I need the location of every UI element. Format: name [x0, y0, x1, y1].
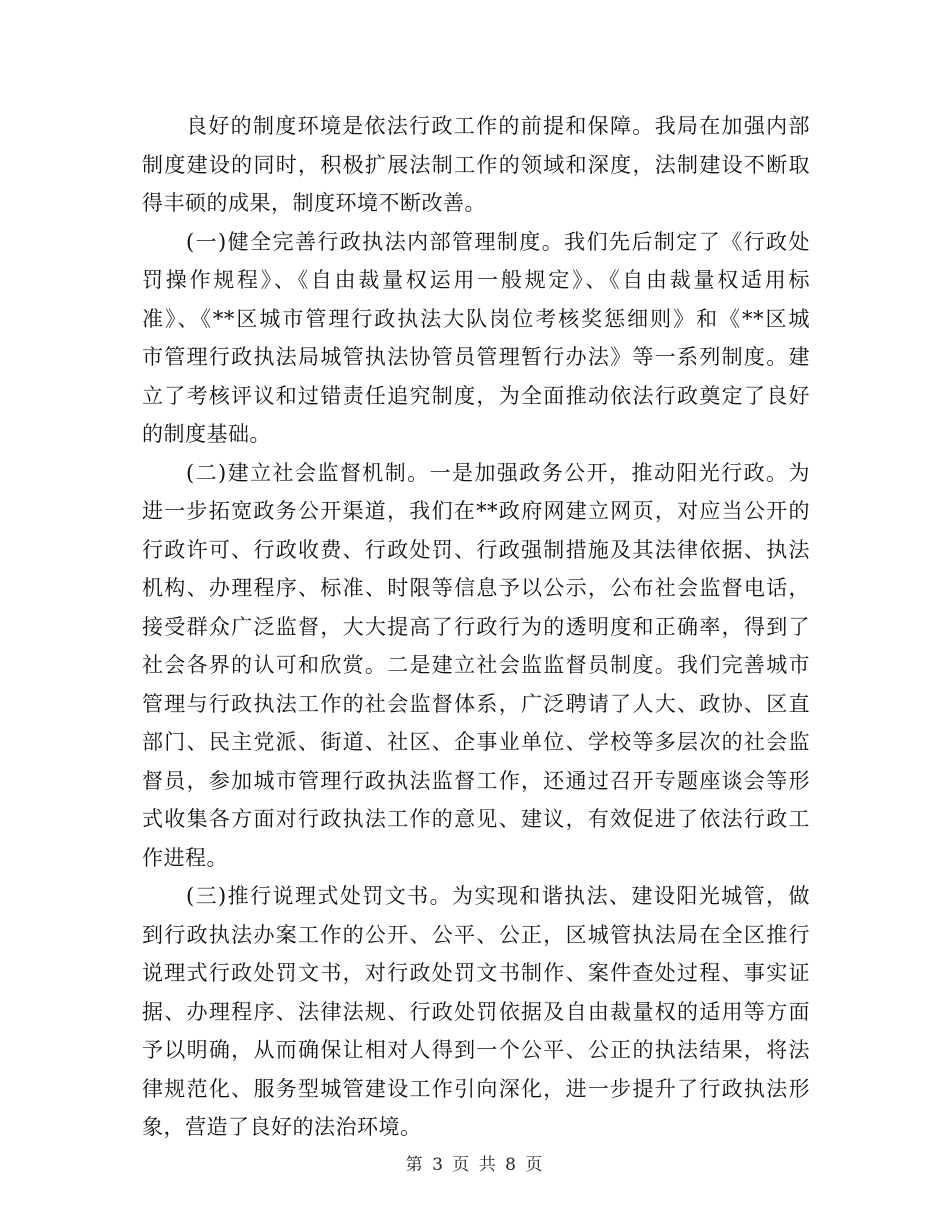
paragraph-line: 机构、办理程序、标准、时限等信息予以公示，公布社会监督电话， — [142, 576, 810, 600]
paragraph-line: 的制度基础。 — [142, 422, 271, 446]
paragraph-line: 督员，参加城市管理行政执法监督工作，还通过召开专题座谈会等形 — [142, 768, 810, 793]
paragraph-line: 作进程。 — [142, 845, 228, 870]
page-number-footer: 第 3 页 共 8 页 — [405, 1155, 545, 1175]
paragraph-intro — [142, 107, 810, 223]
paragraph-line: 进一步拓宽政务公开渠道，我们在**政府网建立网页，对应当公开的 — [142, 499, 810, 523]
paragraph-line: 立了考核评议和过错责任追究制度，为全面推动依法行政奠定了良好 — [142, 383, 810, 408]
paragraph-line: 行政许可、行政收费、行政处罚、行政强制措施及其法律依据、执法 — [142, 537, 810, 562]
paragraph-line: 社会各界的认可和欣赏。二是建立社会监监督员制度。我们完善城市 — [142, 653, 810, 677]
paragraph-line: 予以明确，从而确保让相对人得到一个公平、公正的执法结果，将法 — [142, 1038, 810, 1062]
paragraph-line: 管理与行政执法工作的社会监督体系，广泛聘请了人大、政协、区直 — [142, 691, 810, 716]
paragraph-line: 部门、民主党派、街道、社区、企事业单位、学校等多层次的社会监 — [142, 730, 810, 754]
paragraph-line: 接受群众广泛监督，大大提高了行政行为的透明度和正确率，得到了 — [142, 614, 810, 639]
paragraph-line: 准》、《**区城市管理行政执法大队岗位考核奖惩细则》和《**区城 — [142, 306, 810, 331]
paragraph-section-2 — [142, 454, 810, 878]
paragraph-line: 律规范化、服务型城管建设工作引向深化，进一步提升了行政执法形 — [142, 1076, 810, 1101]
paragraph-line: 据、办理程序、法律法规、行政处罚依据及自由裁量权的适用等方面 — [142, 999, 810, 1024]
paragraph-line: 到行政执法办案工作的公开、公平、公正，区城管执法局在全区推行 — [142, 922, 810, 947]
paragraph-line: (三)推行说理式处罚文书。为实现和谐执法、建设阳光城管，做 — [186, 884, 810, 908]
paragraph-line: 制度建设的同时，积极扩展法制工作的领域和深度，法制建设不断取 — [142, 152, 810, 177]
paragraph-line: (一)健全完善行政执法内部管理制度。我们先后制定了《行政处 — [186, 229, 810, 254]
paragraph-line: 说理式行政处罚文书，对行政处罚文书制作、案件查处过程、事实证 — [142, 961, 810, 985]
paragraph-line: 良好的制度环境是依法行政工作的前提和保障。我局在加强内部 — [186, 114, 810, 138]
paragraph-line: 得丰硕的成果，制度环境不断改善。 — [142, 191, 486, 215]
paragraph-line: (二)建立社会监督机制。一是加强政务公开，推动阳光行政。为 — [186, 460, 810, 485]
paragraph-line: 罚操作规程》、《自由裁量权运用一般规定》、《自由裁量权适用标 — [142, 268, 810, 292]
document-body — [142, 107, 810, 1147]
paragraph-section-1 — [142, 223, 810, 454]
paragraph-line: 象，营造了良好的法治环境。 — [142, 1115, 422, 1139]
paragraph-section-3 — [142, 877, 810, 1147]
paragraph-line: 市管理行政执法局城管执法协管员管理暂行办法》等一系列制度。建 — [142, 345, 810, 369]
paragraph-line: 式收集各方面对行政执法工作的意见、建议，有效促进了依法行政工 — [142, 807, 810, 831]
